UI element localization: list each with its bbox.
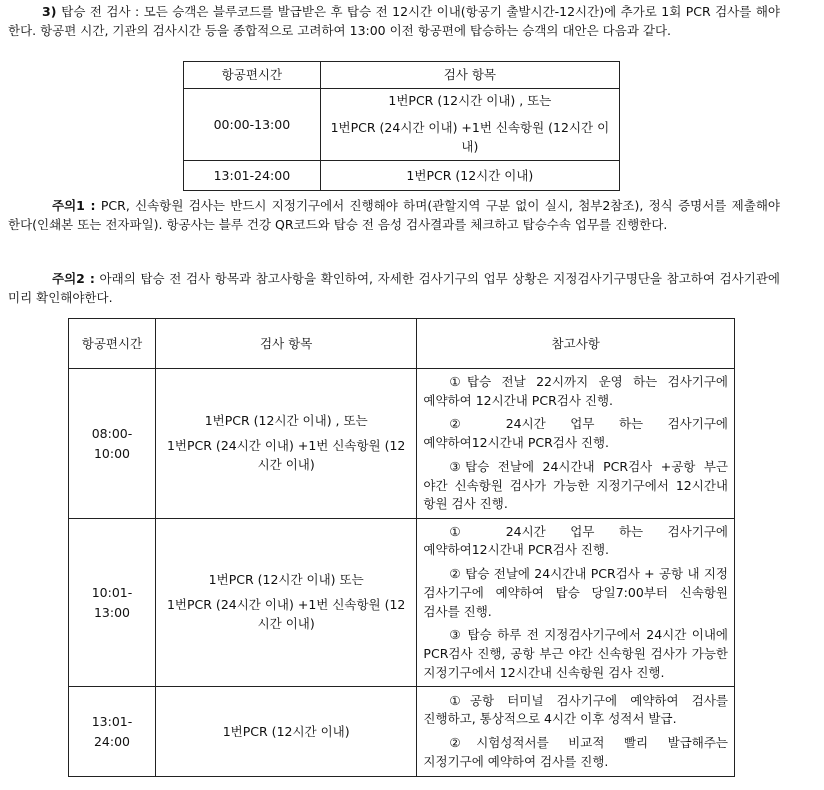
table-row bbox=[69, 687, 735, 777]
row-test-item: 1번PCR (12시간 이내) bbox=[320, 161, 619, 191]
test-option-b: 1번PCR (24시간 이내) +1번 신속항원 (12시간 이내) bbox=[330, 120, 610, 154]
section-3-paragraph bbox=[8, 2, 780, 41]
note-item: ②시험성적서를 비교적 빨리 발급해주는 지정기구에 예약하여 검사를 진행. bbox=[423, 735, 728, 769]
row-time: 00:00-13:00 bbox=[184, 89, 321, 161]
row-time: 08:00-10:00 bbox=[69, 369, 156, 519]
note-item: ①탑승 전날 22시까지 운영 하는 검사기구에 예약하여 12시간내 PCR검사 진행. bbox=[423, 373, 728, 408]
row-notes bbox=[417, 687, 735, 777]
header-flight-time: 항공편시간 bbox=[184, 62, 321, 89]
header-flight-time: 항공편시간 bbox=[69, 319, 156, 369]
flight-time-table bbox=[183, 61, 620, 191]
header-test-item: 검사 항목 bbox=[320, 62, 619, 89]
table-row bbox=[69, 519, 735, 687]
note-2-paragraph bbox=[8, 269, 780, 308]
header-notes: 참고사항 bbox=[417, 319, 735, 369]
note-2-body: 아래의 탑승 전 검사 항목과 참고사항을 확인하여, 자세한 검사기구의 업무 상황은 지정검사기구명단을 참고하여 검사기관에 미리 확인해야한다. bbox=[8, 271, 780, 306]
note-item: ③탑승 전날에 24시간내 PCR검사 +공항 부근 야간 신속항원 검사가 가능한 지정기구에서 12시간내 항원 검사 진행. bbox=[423, 458, 728, 512]
row-notes bbox=[417, 369, 735, 519]
row-test-item: 1번PCR (12시간 이내) bbox=[155, 687, 416, 777]
note-item: ② 24시간 업무 하는 검사기구에 예약하여12시간내 PCR검사 진행. bbox=[423, 416, 728, 451]
row-test-item bbox=[155, 369, 416, 519]
note-1-body: PCR, 신속항원 검사는 반드시 지정기구에서 진행해야 하며(관할지역 구분 없이 실시, 첨부2참조), 정식 증명서를 제출해야 한다(인쇄본 또는 전자파일). 항공사는 블루 건강 QR코드와 탑승 전 음성 검사결과를 체크하고 탑승수속 업무를 진행한다. bbox=[8, 198, 780, 233]
note-item: ② 탑승 전날에 24시간내 PCR검사 + 공항 내 지정 검사기구에 예약하여 탑승 당일7:00부터 신속항원 검사를 진행. bbox=[423, 566, 728, 619]
row-test-item bbox=[155, 519, 416, 687]
row-time: 13:01-24:00 bbox=[69, 687, 156, 777]
table-header-row bbox=[184, 62, 620, 89]
section-heading: 탑승 전 검사 : bbox=[61, 4, 140, 19]
test-option-b: 1번PCR (24시간 이내) +1번 신속항원 (12시간 이내) bbox=[166, 597, 406, 631]
section-number: 3) bbox=[42, 4, 62, 19]
note-1-paragraph bbox=[8, 196, 780, 235]
table-row bbox=[184, 89, 620, 161]
row-time: 13:01-24:00 bbox=[184, 161, 321, 191]
header-test-item: 검사 항목 bbox=[155, 319, 416, 369]
table-header-row bbox=[69, 319, 735, 369]
row-time: 10:01-13:00 bbox=[69, 519, 156, 687]
note-item: ① 24시간 업무 하는 검사기구에 예약하여12시간내 PCR검사 진행. bbox=[423, 523, 728, 558]
reference-table bbox=[68, 318, 735, 777]
section-body: 모든 승객은 블루코드를 발급받은 후 탑승 전 12시간 이내(항공기 출발시간-12시간)에 추가로 1회 PCR 검사를 해야 한다. 항공편 시간, 기관의 검사시간 등을 종합적으로 고려하여 13:00 이전 항공편에 탑승하는 승객의 대안은 다음과 같다. bbox=[8, 4, 780, 39]
test-option-a: 1번PCR (12시간 이내) , 또는 bbox=[388, 93, 552, 109]
test-option-a: 1번PCR (12시간 이내) , 또는 bbox=[204, 413, 368, 429]
note-1-label: 주의1 : bbox=[52, 198, 96, 213]
test-option-b: 1번PCR (24시간 이내) +1번 신속항원 (12시간 이내) bbox=[166, 438, 406, 472]
table-row bbox=[69, 369, 735, 519]
note-item: ③ 탑승 하루 전 지정검사기구에서 24시간 이내에 PCR검사 진행, 공항 부근 야간 신속항원 검사가 가능한 지정기구에서 12시간내 신속항원 검사 진행. bbox=[423, 627, 728, 680]
row-test-item bbox=[320, 89, 619, 161]
note-item: ①공항 터미널 검사기구에 예약하여 검사를 진행하고, 통상적으로 4시간 이후 성적서 발급. bbox=[423, 692, 728, 727]
test-option-a: 1번PCR (12시간 이내) 또는 bbox=[208, 572, 364, 588]
note-2-label: 주의2 : bbox=[52, 271, 95, 286]
row-notes bbox=[417, 519, 735, 687]
table-row bbox=[184, 161, 620, 191]
